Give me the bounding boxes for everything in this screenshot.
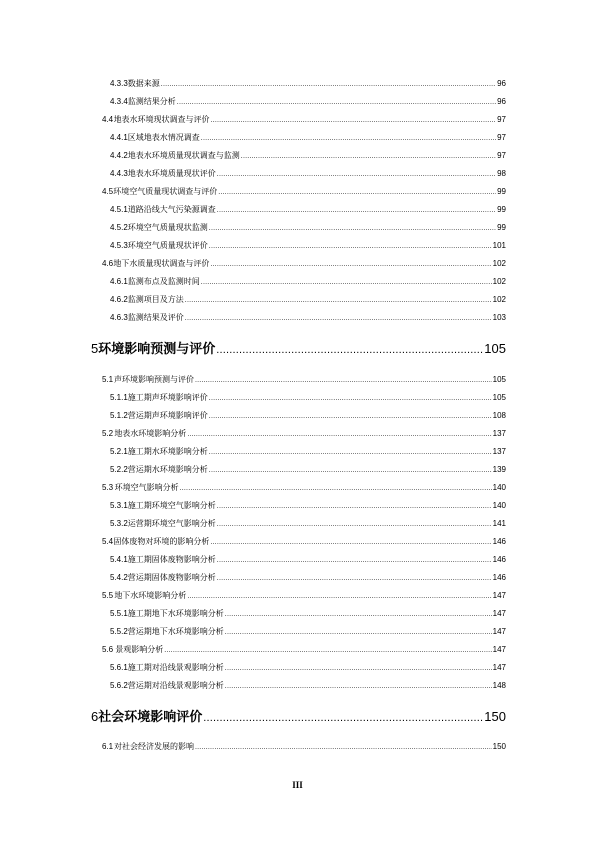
toc-entry-title: 环境空气影响分析 (114, 483, 179, 492)
toc-entry-title: 施工期对沿线景观影响分析 (127, 663, 224, 672)
toc-entry[interactable] (102, 536, 506, 550)
toc-entry[interactable] (102, 186, 506, 200)
toc-entry-page: 147 (492, 663, 506, 672)
toc-leader-dots (187, 431, 491, 438)
toc-entry[interactable] (110, 240, 506, 254)
toc-entry-page: 101 (492, 241, 506, 250)
toc-entry[interactable] (102, 428, 506, 442)
toc-entry-title: 地表水环境现状调查与评价 (113, 115, 210, 124)
toc-entry[interactable] (110, 572, 506, 586)
toc-entry-number: 5.3 (102, 483, 114, 492)
toc-entry-title: 地表水环境质量现状评价 (127, 169, 216, 178)
toc-entry[interactable] (110, 168, 506, 182)
toc-entry-page: 102 (492, 259, 506, 268)
toc-entry-title: 施工期水环境影响分析 (127, 447, 208, 456)
toc-leader-dots (195, 377, 492, 384)
toc-entry-number: 5.1.2 (110, 411, 128, 420)
toc-chapter-entry[interactable] (91, 338, 506, 360)
toc-entry-page: 140 (492, 501, 506, 510)
toc-entry-title: 社会环境影响评价 (98, 710, 203, 725)
toc-entry[interactable] (102, 644, 506, 658)
toc-entry-title: 区域地表水情况调查 (127, 133, 200, 142)
toc-leader-dots (203, 712, 483, 724)
toc-entry-page: 150 (492, 742, 506, 751)
toc-entry-number: 4.3.4 (110, 97, 128, 106)
toc-entry[interactable] (102, 258, 506, 272)
toc-leader-dots (185, 297, 492, 304)
toc-entry[interactable] (110, 518, 506, 532)
toc-entry-page: 102 (492, 295, 506, 304)
toc-entry[interactable] (110, 96, 506, 110)
toc-entry[interactable] (110, 680, 506, 694)
toc-entry-number: 5.3.2 (110, 519, 128, 528)
toc-entry-title: 地表水环境影响分析 (114, 429, 187, 438)
toc-entry-page: 141 (492, 519, 506, 528)
toc-leader-dots (225, 629, 492, 636)
toc-leader-dots (177, 99, 496, 106)
toc-leader-dots (211, 117, 497, 124)
toc-entry-page: 147 (492, 609, 506, 618)
toc-entry-title: 施工期地下水环境影响分析 (127, 609, 224, 618)
toc-entry-title: 环境影响预测与评价 (98, 342, 216, 357)
toc-entry-page: 137 (492, 429, 506, 438)
toc-entry-number: 4.3.3 (110, 79, 128, 88)
toc-entry[interactable] (110, 464, 506, 478)
toc-entry-page: 147 (492, 645, 506, 654)
toc-entry[interactable] (110, 276, 506, 290)
toc-entry-page: 97 (497, 151, 506, 160)
toc-entry[interactable] (110, 500, 506, 514)
toc-entry-page: 140 (492, 483, 506, 492)
toc-leader-dots (201, 279, 492, 286)
toc-leader-dots (210, 539, 491, 546)
toc-leader-dots (209, 413, 492, 420)
toc-leader-dots (225, 683, 492, 690)
toc-leader-dots (218, 189, 496, 196)
toc-entry-number: 5.4.1 (110, 555, 128, 564)
toc-entry[interactable] (102, 374, 506, 388)
toc-entry-number: 4.6.3 (110, 313, 128, 322)
toc-entry[interactable] (110, 554, 506, 568)
toc-entry-title: 营运期水环境影响分析 (127, 465, 208, 474)
toc-entry[interactable] (110, 662, 506, 676)
toc-leader-dots (164, 647, 491, 654)
toc-leader-dots (201, 135, 496, 142)
toc-entry-number: 5.3.1 (110, 501, 128, 510)
toc-entry-page: 98 (497, 169, 506, 178)
toc-leader-dots (209, 467, 492, 474)
toc-entry[interactable] (110, 312, 506, 326)
toc-leader-dots (217, 503, 492, 510)
toc-entry-number: 6.1 (102, 742, 114, 751)
toc-entry-title: 施工期固体废物影响分析 (127, 555, 216, 564)
toc-entry-number: 5.4.2 (110, 573, 128, 582)
toc-entry-number: 5.2 (102, 429, 114, 438)
toc-leader-dots (209, 395, 492, 402)
toc-entry-number: 4.4.1 (110, 133, 128, 142)
toc-entry-page: 139 (492, 465, 506, 474)
toc-entry-number: 5.2.1 (110, 447, 128, 456)
toc-entry-page: 146 (492, 537, 506, 546)
toc-entry-page: 137 (492, 447, 506, 456)
toc-entry-number: 5.5 (102, 591, 114, 600)
toc-entry-title: 环境空气质量现状监测 (127, 223, 208, 232)
toc-entry[interactable] (110, 150, 506, 164)
toc-entry-number: 5 (91, 341, 99, 356)
toc-leader-dots (217, 171, 496, 178)
toc-entry-page: 105 (492, 375, 506, 384)
toc-entry-page: 148 (492, 681, 506, 690)
toc-entry-title: 固体废物对环境的影响分析 (113, 537, 210, 546)
toc-entry-number: 6 (91, 709, 99, 724)
toc-leader-dots (209, 243, 492, 250)
toc-entry-number: 4.6.2 (110, 295, 128, 304)
toc-leader-dots (195, 744, 492, 751)
toc-entry-title: 营运期固体废物影响分析 (127, 573, 216, 582)
toc-entry-number: 4.4.2 (110, 151, 128, 160)
toc-entry-title: 施工期环境空气影响分析 (127, 501, 216, 510)
toc-entry[interactable] (110, 446, 506, 460)
toc-leader-dots (217, 575, 492, 582)
toc-entry[interactable] (102, 590, 506, 604)
toc-entry-number: 5.1 (102, 375, 114, 384)
toc-entry-title: 地下水质量现状调查与评价 (113, 259, 210, 268)
toc-entry-title: 监测结果分析 (127, 97, 176, 106)
toc-entry-title: 营运期对沿线景观影响分析 (127, 681, 224, 690)
toc-leader-dots (209, 225, 496, 232)
toc-entry-page: 147 (492, 591, 506, 600)
toc-entry-page: 99 (497, 223, 506, 232)
toc-entry-title: 监测结果及评价 (127, 313, 184, 322)
toc-entry-number: 5.4 (102, 537, 114, 546)
toc-entry-title: 运营期环境空气影响分析 (127, 519, 216, 528)
toc-entry[interactable] (110, 410, 506, 424)
toc-entry-number: 4.4.3 (110, 169, 128, 178)
toc-entry-title: 道路沿线大气污染源调查 (127, 205, 216, 214)
toc-entry[interactable] (110, 294, 506, 308)
toc-entry-page: 105 (484, 341, 506, 356)
toc-entry-title: 监测项目及方法 (127, 295, 184, 304)
toc-leader-dots (225, 611, 492, 618)
toc-leader-dots (217, 521, 492, 528)
toc-entry[interactable] (110, 626, 506, 640)
toc-entry-number: 5.5.2 (110, 627, 128, 636)
toc-entry[interactable] (110, 132, 506, 146)
toc-entry-page: 97 (497, 115, 506, 124)
toc-leader-dots (217, 207, 496, 214)
toc-entry-page: 103 (492, 313, 506, 322)
toc-entry-number: 5.5.1 (110, 609, 128, 618)
toc-entry-number: 4.5 (102, 187, 114, 196)
toc-entry[interactable] (110, 204, 506, 218)
toc-entry-title: 声环境影响预测与评价 (114, 375, 195, 384)
toc-entry-number: 5.6.1 (110, 663, 128, 672)
toc-entry[interactable] (110, 608, 506, 622)
toc-entry-number: 5.6.2 (110, 681, 128, 690)
toc-entry-title: 地下水环境影响分析 (114, 591, 187, 600)
toc-entry-page: 147 (492, 627, 506, 636)
toc-entry-page: 150 (484, 709, 506, 724)
toc-leader-dots (185, 315, 492, 322)
toc-entry[interactable] (110, 78, 506, 92)
toc-entry-title: 景观影响分析 (115, 645, 164, 654)
toc-entry-number: 4.6.1 (110, 277, 128, 286)
toc-entry-title: 营运期地下水环境影响分析 (127, 627, 224, 636)
toc-entry-page: 99 (497, 205, 506, 214)
toc-entry[interactable] (102, 114, 506, 128)
toc-leader-dots (216, 344, 483, 356)
toc-entry-page: 96 (497, 79, 506, 88)
toc-leader-dots (187, 593, 491, 600)
toc-entry-page: 105 (492, 393, 506, 402)
toc-entry-number: 4.5.2 (110, 223, 128, 232)
toc-entry-number: 4.5.3 (110, 241, 128, 250)
toc-entry-number: 5.6 (102, 645, 114, 654)
toc-entry-page: 102 (492, 277, 506, 286)
toc-entry-title: 营运期声环境影响评价 (127, 411, 208, 420)
toc-entry-page: 97 (497, 133, 506, 142)
toc-entry-number: 5.1.1 (110, 393, 128, 402)
toc-leader-dots (225, 665, 492, 672)
toc-entry-page: 99 (497, 187, 506, 196)
toc-entry-title: 数据来源 (127, 79, 160, 88)
toc-entry-page: 146 (492, 555, 506, 564)
toc-leader-dots (209, 449, 492, 456)
toc-entry-title: 监测布点及监测时间 (127, 277, 200, 286)
toc-entry-page: 146 (492, 573, 506, 582)
toc-entry-title: 对社会经济发展的影响 (114, 742, 195, 751)
toc-entry-number: 5.2.2 (110, 465, 128, 474)
toc-entry-title: 环境空气质量现状评价 (127, 241, 208, 250)
toc-leader-dots (241, 153, 496, 160)
toc-entry[interactable] (110, 392, 506, 406)
toc-leader-dots (210, 261, 491, 268)
toc-entry-number: 4.4 (102, 115, 114, 124)
toc-entry-page: 96 (497, 97, 506, 106)
page-number: III (292, 780, 303, 790)
toc-entry-number: 4.6 (102, 259, 114, 268)
toc-entry-title: 施工期声环境影响评价 (127, 393, 208, 402)
toc-entry[interactable] (102, 482, 506, 496)
toc-chapter-entry[interactable] (91, 706, 506, 728)
toc-entry[interactable] (102, 741, 506, 755)
toc-leader-dots (180, 485, 492, 492)
toc-entry-number: 4.5.1 (110, 205, 128, 214)
toc-entry[interactable] (110, 222, 506, 236)
toc-entry-page: 108 (492, 411, 506, 420)
toc-entry-title: 地表水环境质量现状调查与监测 (127, 151, 240, 160)
toc-leader-dots (217, 557, 492, 564)
toc-leader-dots (161, 81, 496, 88)
toc-entry-title: 环境空气质量现状调查与评价 (113, 187, 218, 196)
